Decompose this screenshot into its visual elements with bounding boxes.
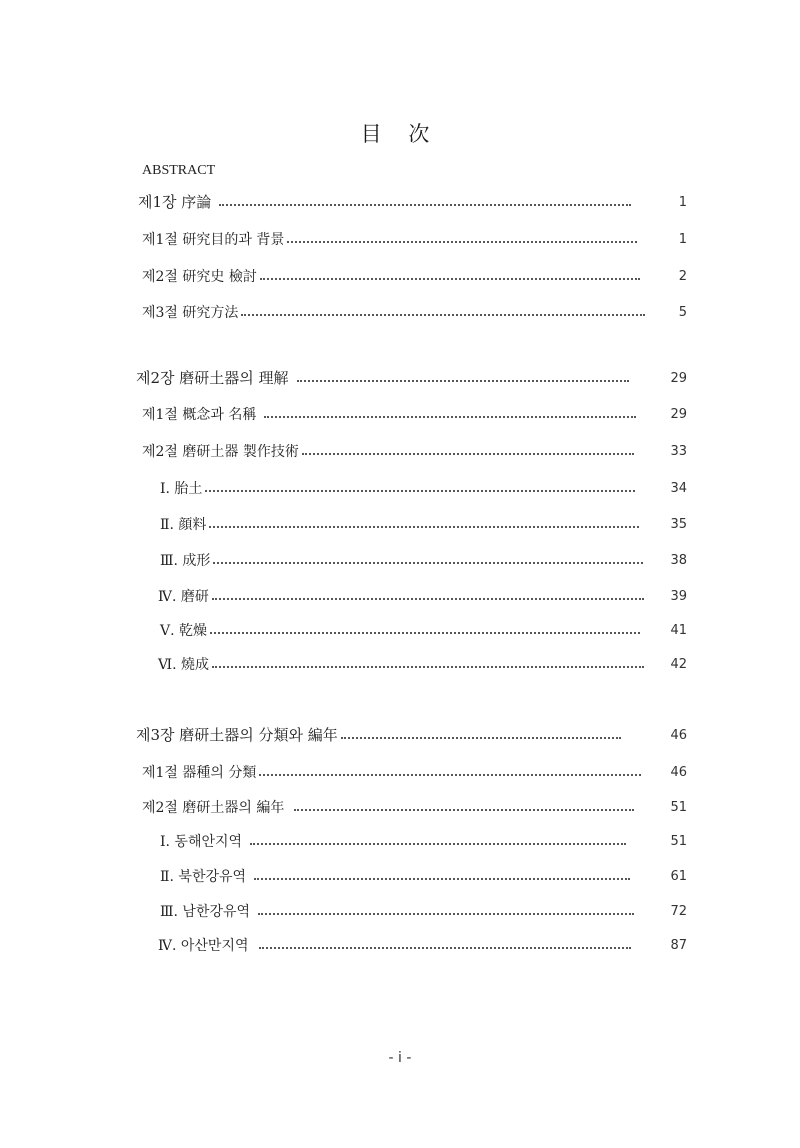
toc-entry-page: 42 [670,657,687,672]
toc-entry-page: 61 [670,869,687,884]
toc-leader-dots [260,278,640,280]
toc-entry-label: 제1장 序論 [138,193,212,211]
toc-leader-dots [297,380,629,382]
toc-entry-label: 제1절 器種의 分類 [142,765,257,781]
toc-entry-page: 41 [670,623,687,638]
toc-entry-page: 46 [670,728,687,743]
toc-entry[interactable] [0,190,800,212]
toc-leader-dots [254,878,630,880]
toc-leader-dots [264,416,636,418]
toc-entry-page: 38 [670,553,687,568]
toc-entry-page: 51 [670,834,687,849]
toc-entry-page: 87 [670,938,687,953]
toc-leader-dots [341,737,621,739]
toc-entry-page: 51 [670,800,687,815]
toc-leader-dots [205,490,635,492]
page-title: 目 次 [360,122,440,146]
toc-leader-dots [259,774,641,776]
toc-leader-dots [209,526,639,528]
toc-entry[interactable] [0,300,800,322]
toc-leader-dots [294,809,634,811]
toc-leader-dots [259,947,631,949]
toc-entry-label: 제1절 研究目的과 背景 [142,232,285,248]
toc-entry-label: 제3장 磨研土器의 分類와 編年 [136,726,338,744]
toc-entry-label: Ⅱ. 顔料 [160,517,207,533]
toc-entry-page: 2 [678,269,687,284]
toc-leader-dots [241,314,645,316]
toc-entry-label: 제2절 研究史 檢討 [142,269,257,285]
toc-entry[interactable] [0,933,800,955]
toc-leader-dots [212,598,644,600]
toc-entry[interactable] [0,760,800,782]
toc-entry-label: Ⅲ. 남한강유역 [160,904,251,920]
toc-entry-label: 제3절 研究方法 [142,305,239,321]
toc-entry-page: 33 [670,444,687,459]
toc-entry[interactable] [0,618,800,640]
toc-entry-label: 제2장 磨研土器의 理解 [136,369,289,387]
toc-entry-page: 29 [670,371,687,386]
toc-entry-label: 제1절 概念과 名稱 [142,407,257,423]
toc-entry-label: Ⅰ. 동해안지역 [160,834,243,850]
toc-leader-dots [258,913,634,915]
toc-entry-label: Ⅴ. 乾燥 [160,623,208,639]
toc-entry-page: 34 [670,481,687,496]
toc-entry-label: 제2절 磨研土器의 編年 [142,800,285,816]
toc-entry-label: Ⅰ. 胎土 [160,481,203,497]
toc-entry-page: 39 [670,589,687,604]
toc-entry[interactable] [0,899,800,921]
toc-entry-label: 제2절 磨研土器 製作技術 [142,444,299,460]
toc-entry-label: Ⅳ. 아산만지역 [158,938,249,954]
toc-entry[interactable] [0,402,800,424]
toc-entry[interactable] [0,652,800,674]
page-number-footer: - i - [388,1050,412,1066]
toc-leader-dots [287,241,637,243]
toc-entry[interactable] [0,366,800,388]
toc-entry[interactable] [0,227,800,249]
toc-entry-label: Ⅲ. 成形 [160,553,211,569]
toc-leader-dots [302,453,634,455]
toc-entry-label: Ⅵ. 燒成 [158,657,209,673]
toc-leader-dots [250,843,626,845]
toc-entry[interactable] [0,584,800,606]
toc-entry[interactable] [0,439,800,461]
toc-entry[interactable] [0,264,800,286]
toc-leader-dots [219,204,631,206]
toc-entry-label: Ⅳ. 磨研 [158,589,209,605]
toc-entry[interactable] [0,723,800,745]
toc-leader-dots [212,666,644,668]
toc-entry-page: 1 [678,195,687,210]
toc-entry-label: Ⅱ. 북한강유역 [160,869,247,885]
toc-entry[interactable] [0,548,800,570]
toc-entry[interactable] [0,795,800,817]
toc-abstract: ABSTRACT [142,163,216,178]
toc-entry-page: 29 [670,407,687,422]
toc-entry[interactable] [0,829,800,851]
toc-entry-page: 46 [670,765,687,780]
toc-entry-page: 35 [670,517,687,532]
toc-entry-page: 5 [678,305,687,320]
toc-entry-page: 1 [678,232,687,247]
toc-entry[interactable] [0,512,800,534]
toc-entry[interactable] [0,864,800,886]
toc-leader-dots [210,632,640,634]
toc-entry-page: 72 [670,904,687,919]
toc-leader-dots [213,562,643,564]
toc-entry[interactable] [0,476,800,498]
